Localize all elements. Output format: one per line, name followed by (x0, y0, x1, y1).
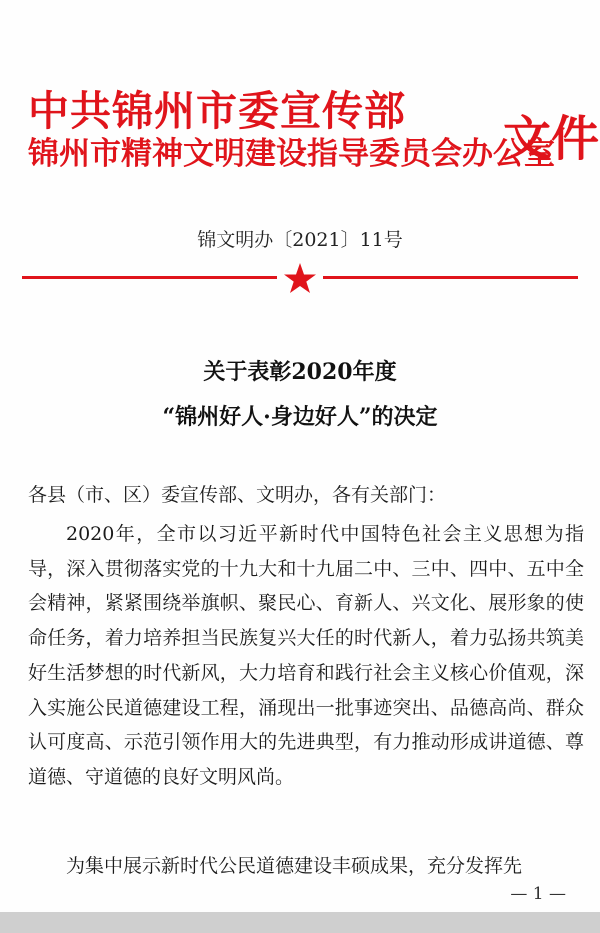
red-rule-left (22, 276, 277, 279)
page-number: — 1 — (510, 884, 566, 904)
document-title-line-2: “锦州好人·身边好人”的决定 (162, 404, 438, 430)
document-title-line-1: 关于表彰2020年度 (203, 359, 397, 385)
page-bottom-edge (0, 912, 600, 933)
body-paragraph-1: 2020年，全市以习近平新时代中国特色社会主义思想为指导，深入贯彻落实党的十九大和十九届二中、三中、四中、五中全会精神，紧紧围绕举旗帜、聚民心、育新人、兴文化、展形象的使命任务，着力培养担当民族复兴大任的时代新人，着力弘扬共筑美好生活梦想的时代新风，大力培育和践行社会主义核心价值观，深入实施公民道德建设工程，涌现出一批事迹突出、品德高尚、群众认可度高、示范引领作用大的先进典型，有力推动形成讲道德、尊道德、守道德的良好文明风尚。 (28, 523, 584, 788)
red-separator (22, 262, 578, 292)
issuer-line-2: 锦州市精神文明建设指导委员会办公室 (28, 136, 555, 172)
issuer-line-1: 中共锦州市委宣传部 (28, 87, 406, 135)
red-star-icon (283, 262, 317, 294)
document-number: 锦文明办〔2021〕11号 (197, 229, 403, 251)
body-paragraph-2: 为集中展示新时代公民道德建设丰硕成果，充分发挥先 (66, 855, 523, 877)
red-header (28, 72, 600, 172)
salutation: 各县（市、区）委宣传部、文明办，各有关部门： (28, 484, 447, 506)
document-type: 文件 (503, 111, 600, 167)
red-rule-right (323, 276, 578, 279)
